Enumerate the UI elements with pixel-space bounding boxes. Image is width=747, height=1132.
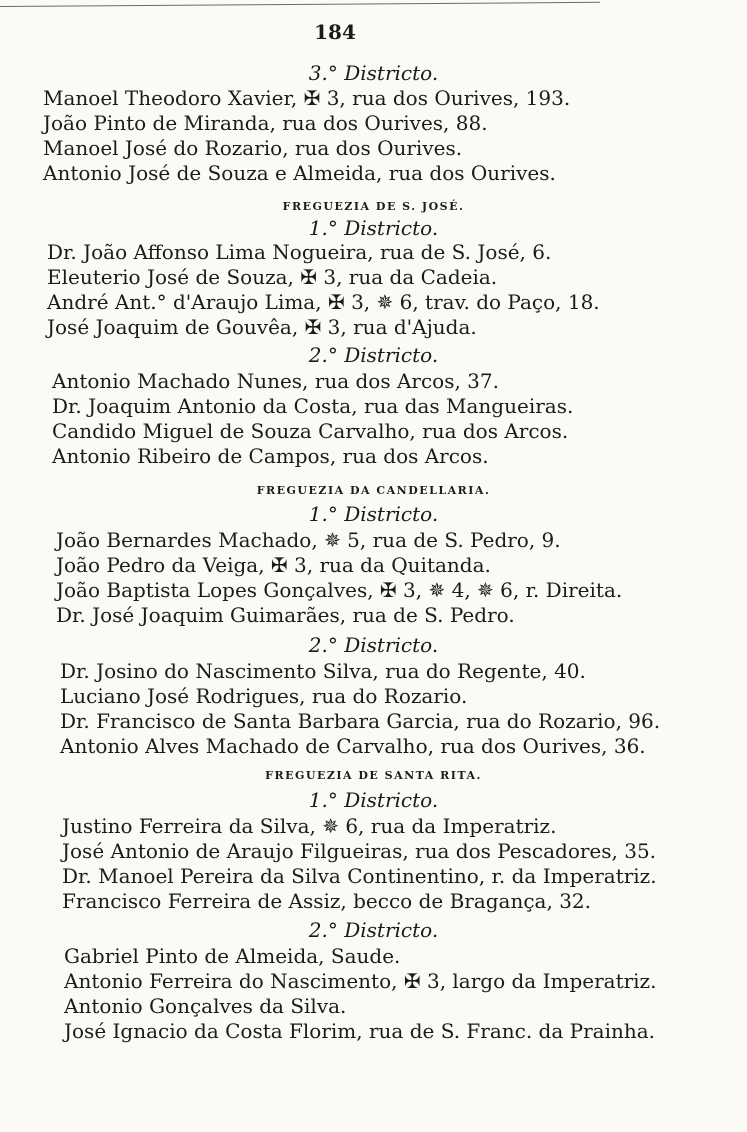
- entry-line: Luciano José Rodrigues, rua do Rozario.: [60, 684, 468, 708]
- entry-line: Antonio José de Souza e Almeida, rua dos Ourives.: [43, 161, 556, 185]
- entry-line: João Baptista Lopes Gonçalves, ✠ 3, ✵ 4, ✵ 6, r. Direita.: [56, 578, 623, 602]
- entry-line: Candido Miguel de Souza Carvalho, rua dos Arcos.: [52, 419, 569, 443]
- entry-line: Dr. Josino do Nascimento Silva, rua do Regente, 40.: [60, 659, 586, 683]
- entry-line: Antonio Gonçalves da Silva.: [64, 994, 347, 1018]
- entry-line: Gabriel Pinto de Almeida, Saude.: [64, 944, 401, 968]
- entry-line: Antonio Ferreira do Nascimento, ✠ 3, largo da Imperatriz.: [64, 969, 657, 993]
- header-rule: [0, 2, 600, 7]
- entry-line: José Antonio de Araujo Filgueiras, rua dos Pescadores, 35.: [62, 839, 657, 863]
- entry-line: Dr. João Affonso Lima Nogueira, rua de S. José, 6.: [47, 240, 552, 264]
- entry-line: Antonio Ribeiro de Campos, rua dos Arcos.: [52, 444, 489, 468]
- entry-line: Dr. Francisco de Santa Barbara Garcia, rua do Rozario, 96.: [60, 709, 661, 733]
- entry-line: André Ant.° d'Araujo Lima, ✠ 3, ✵ 6, trav. do Paço, 18.: [47, 290, 600, 314]
- entry-line: João Pedro da Veiga, ✠ 3, rua da Quitanda.: [56, 553, 491, 577]
- district-heading: 1.° Districto.: [308, 502, 439, 526]
- entry-line: Dr. Joaquim Antonio da Costa, rua das Mangueiras.: [52, 394, 574, 418]
- district-heading: 2.° Districto.: [308, 918, 439, 942]
- entry-line: Manoel José do Rozario, rua dos Ourives.: [43, 136, 463, 160]
- entry-line: José Joaquim de Gouvêa, ✠ 3, rua d'Ajuda.: [47, 315, 477, 339]
- entry-line: João Pinto de Miranda, rua dos Ourives, 88.: [43, 111, 488, 135]
- district-heading: 2.° Districto.: [308, 343, 439, 367]
- entry-line: Francisco Ferreira de Assiz, becco de Bragança, 32.: [62, 889, 592, 913]
- freguezia-heading: FREGUEZIA DE S. JOSÉ.: [282, 200, 465, 213]
- entry-line: José Ignacio da Costa Florim, rua de S. Franc. da Prainha.: [64, 1019, 656, 1043]
- entry-line: Manoel Theodoro Xavier, ✠ 3, rua dos Ourives, 193.: [43, 86, 571, 110]
- entry-line: Antonio Machado Nunes, rua dos Arcos, 37.: [52, 369, 499, 393]
- district-heading: 1.° Districto.: [308, 216, 439, 240]
- freguezia-heading: FREGUEZIA DA CANDELLARIA.: [256, 484, 491, 497]
- entry-line: Dr. José Joaquim Guimarães, rua de S. Pedro.: [56, 603, 515, 627]
- page-number: 184: [314, 20, 356, 44]
- district-heading: 2.° Districto.: [308, 633, 439, 657]
- entry-line: Justino Ferreira da Silva, ✵ 6, rua da Imperatriz.: [62, 814, 557, 838]
- freguezia-heading: FREGUEZIA DE SANTA RITA.: [265, 769, 482, 782]
- entry-line: João Bernardes Machado, ✵ 5, rua de S. Pedro, 9.: [56, 528, 561, 552]
- district-heading: 1.° Districto.: [308, 788, 439, 812]
- entry-line: Eleuterio José de Souza, ✠ 3, rua da Cadeia.: [47, 265, 498, 289]
- entry-line: Dr. Manoel Pereira da Silva Continentino, r. da Imperatriz.: [62, 864, 657, 888]
- district-heading: 3.° Districto.: [308, 61, 439, 85]
- entry-line: Antonio Alves Machado de Carvalho, rua dos Ourives, 36.: [60, 734, 646, 758]
